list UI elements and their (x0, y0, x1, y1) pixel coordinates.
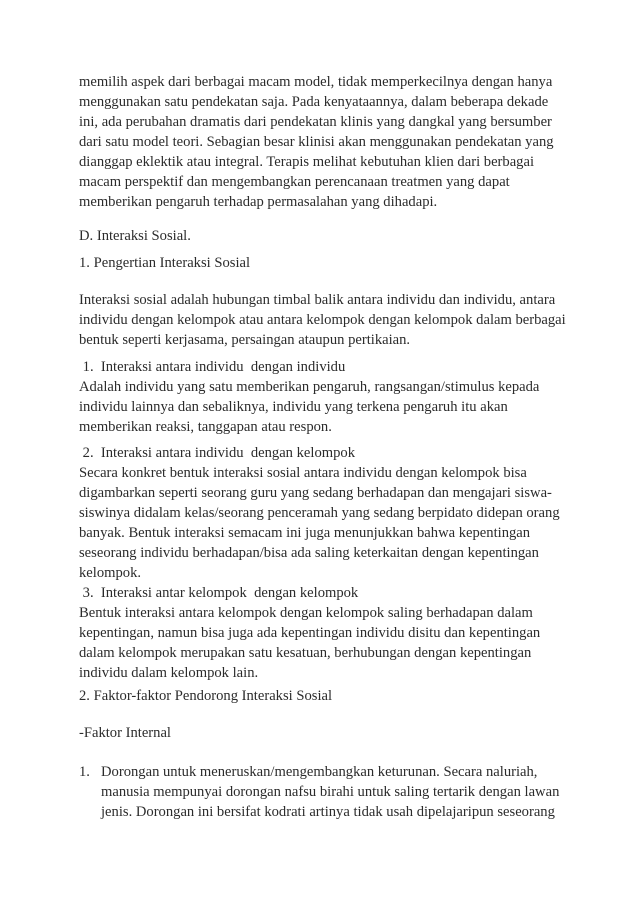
intro-paragraph (79, 72, 584, 212)
definition-paragraph (79, 290, 584, 350)
text-line: memberikan pengaruh terhadap permasalahan yang dihadapi. (79, 194, 438, 210)
type-heading: 3. Interaksi antar kelompok dengan kelompok (79, 585, 359, 601)
subsection-2-heading (79, 686, 584, 706)
text-line: banyak. Bentuk interaksi semacam ini juga menunjukkan bahwa kepentingan (79, 525, 531, 541)
text-line: siswinya didalam kelas/seorang penceramah yang sedang berpidato didepan orang (79, 505, 560, 521)
text-line: Dorongan untuk meneruskan/mengembangkan keturunan. Secara naluriah, (101, 764, 538, 780)
text-line: menggunakan satu pendekatan saja. Pada kenyataannya, dalam beberapa dekade (79, 94, 549, 110)
text-line: memberikan reaksi, tanggapan atau respon. (79, 419, 332, 435)
type-heading: 2. Interaksi antara individu dengan kelompok (79, 445, 355, 461)
text-line: manusia mempunyai dorongan nafsu birahi untuk saling tertarik dengan lawan (101, 784, 560, 800)
interaction-type-2 (79, 443, 584, 583)
text-line: kepentingan, namun bisa juga ada kepentingan individu disitu dan kepentingan (79, 625, 541, 641)
text-line: Secara konkret bentuk interaksi sosial antara individu dengan kelompok bisa (79, 465, 527, 481)
section-d-heading (79, 226, 584, 246)
text-line: Adalah individu yang satu memberikan pengaruh, rangsangan/stimulus kepada (79, 379, 540, 395)
list-marker: 1. (79, 764, 90, 780)
text-line: macam perspektif dan mengembangkan perencanaan treatmen yang dapat (79, 174, 510, 190)
text-line: bentuk seperti kerjasama, persaingan ataupun pertikaian. (79, 332, 411, 348)
text-line: digambarkan seperti seorang guru yang sedang berhadapan dan mengajari siswa- (79, 485, 552, 501)
text-line: ini, ada perubahan dramatis dari pendekatan klinis yang dangkal yang bersumber (79, 114, 552, 130)
text-line: Interaksi sosial adalah hubungan timbal balik antara individu dan individu, antara (79, 292, 556, 308)
heading-text: D. Interaksi Sosial. (79, 228, 191, 244)
list-item-body (101, 762, 559, 822)
text-line: dari satu model teori. Sebagian besar klinisi akan menggunakan pendekatan yang (79, 134, 554, 150)
text-line: dalam kelompok merupakan satu kesatuan, berhubungan dengan kepentingan (79, 645, 532, 661)
text-line: Bentuk interaksi antara kelompok dengan kelompok saling berhadapan dalam (79, 605, 533, 621)
text-line: individu dengan kelompok atau antara kelompok dengan kelompok dalam berbagai (79, 312, 566, 328)
interaction-type-1 (79, 357, 584, 437)
text-line: individu lainnya dan sebaliknya, individu yang terkena pengaruh itu akan (79, 399, 508, 415)
text-line: seseorang individu berhadapan/bisa ada saling keterkaitan dengan kepentingan (79, 545, 539, 561)
interaction-type-3 (79, 583, 584, 683)
text-line: memilih aspek dari berbagai macam model, tidak memperkecilnya dengan hanya (79, 74, 553, 90)
text-line: individu dalam kelompok lain. (79, 665, 259, 681)
heading-text: 2. Faktor-faktor Pendorong Interaksi Sosial (79, 688, 333, 704)
subsection-1-heading (79, 253, 584, 273)
text-line: dianggap eklektik atau integral. Terapis melihat kebutuhan klien dari berbagai (79, 154, 535, 170)
heading-text: -Faktor Internal (79, 725, 171, 741)
heading-text: 1. Pengertian Interaksi Sosial (79, 255, 251, 271)
text-line: kelompok. (79, 565, 142, 581)
internal-factor-heading (79, 723, 584, 743)
type-heading: 1. Interaksi antara individu dengan individu (79, 359, 346, 375)
text-line: jenis. Dorongan ini bersifat kodrati artinya tidak usah dipelajaripun seseorang (101, 804, 555, 820)
